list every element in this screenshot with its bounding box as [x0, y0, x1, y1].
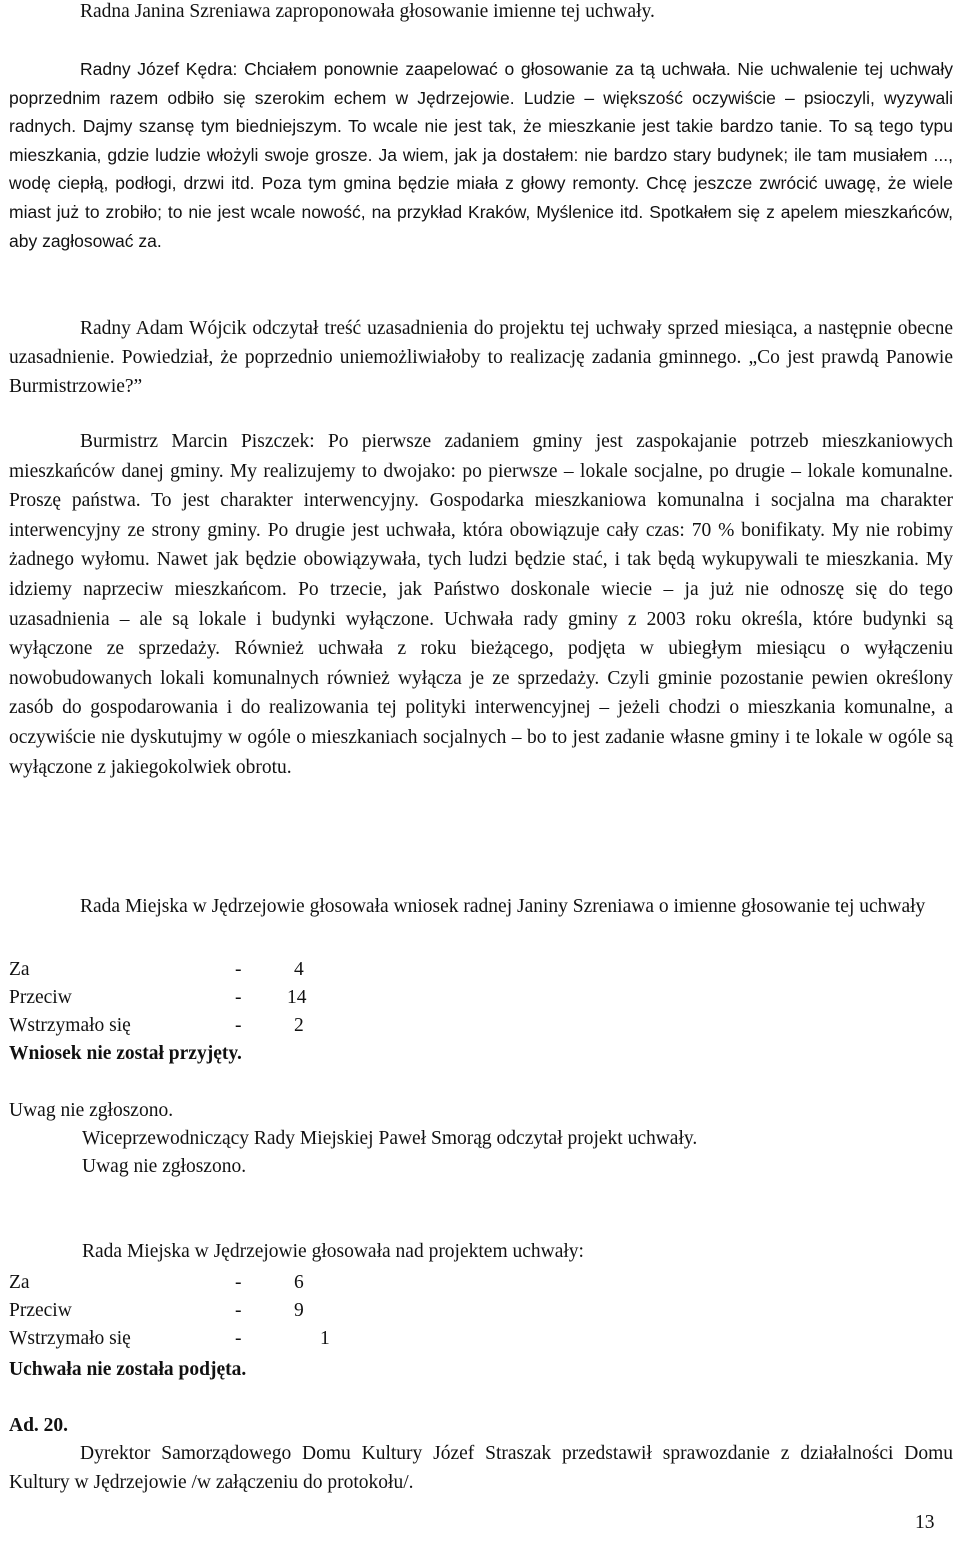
vote1-row-wstrzymalo	[9, 1012, 409, 1040]
vote-count: 9	[294, 1300, 304, 1321]
vote-label: Przeciw	[9, 987, 72, 1008]
vote1-intro: Rada Miejska w Jędrzejowie głosowała wniosek radnej Janiny Szreniawa o imienne głosowanie tej uchwały	[80, 896, 926, 917]
vote2-result: Uchwała nie została podjęta.	[9, 1359, 247, 1380]
vote1-result: Wniosek nie został przyjęty.	[9, 1043, 242, 1064]
vote1-row-za	[9, 956, 409, 984]
vote-label: Wstrzymało się	[9, 1015, 131, 1036]
paragraph-wojcik-statement: Radny Adam Wójcik odczytał treść uzasadnienia do projektu tej uchwały sprzed miesiąca, a następnie obecne uzasadnienie. Powiedział, że poprzednio uniemożliwiałoby to realizację zadania gminnego. „Co jest prawdą Panowie Burmistrzowie?”	[9, 318, 953, 397]
vote2-row-przeciw	[9, 1297, 409, 1325]
vote2-row-wstrzymalo	[9, 1325, 409, 1353]
vote-count: 1	[320, 1328, 330, 1349]
no-remarks-1: Uwag nie zgłoszono.	[9, 1100, 174, 1121]
page-number: 13	[915, 1512, 935, 1533]
paragraph-kedra-statement: Radny Józef Kędra: Chciałem ponownie zaapelować o głosowanie za tą uchwała. Nie uchwalenie tej uchwały poprzednim razem odbiło się szerokim echem w Jędrzejowie. Ludzie – większość oczywiście – psioczyli, wyzywali radnych. Dajmy szansę tym biedniejszym. To wcale nie jest tak, że mieszkanie jest takie bardzo tanie. To są tego typu mieszkania, gdzie ludzie włożyli swoje grosze. Ja wiem, jak ja dostałem: nie bardzo stary budynek; ile tam musiałem ..., wodę ciepłą, podłogi, drzwi itd. Poza tym gmina będzie miała z głowy remonty. Chcę jeszcze zwrócić uwagę, że wiele miast już to zrobiło; to nie jest wcale nowość, na przykład Kraków, Myślenice itd. Spotkałem się z apelem mieszkańców, aby zagłosować za.	[9, 59, 953, 251]
vote2-row-za	[9, 1269, 409, 1297]
vote-count: 2	[294, 1015, 304, 1036]
paragraph-szreniawa-proposal: Radna Janina Szreniawa zaproponowała głosowanie imienne tej uchwały.	[80, 1, 655, 22]
vote-count: 4	[294, 959, 304, 980]
vote-label: Za	[9, 1272, 30, 1293]
vote-label: Wstrzymało się	[9, 1328, 131, 1349]
vote-dash: -	[235, 987, 242, 1008]
vote-dash: -	[235, 959, 242, 980]
no-remarks-2: Uwag nie zgłoszono.	[82, 1156, 247, 1177]
vote-dash: -	[235, 1015, 242, 1036]
paragraph-straszak-report: Dyrektor Samorządowego Domu Kultury Józef Straszak przedstawił sprawozdanie z działalności Domu Kultury w Jędrzejowie /w załączeniu do protokołu/.	[9, 1443, 953, 1493]
vote-label: Przeciw	[9, 1300, 72, 1321]
vote-label: Za	[9, 959, 30, 980]
agenda-item-heading: Ad. 20.	[9, 1415, 69, 1436]
vote-dash: -	[235, 1272, 242, 1293]
vote-dash: -	[235, 1300, 242, 1321]
vote-count: 6	[294, 1272, 304, 1293]
vote-dash: -	[235, 1328, 242, 1349]
wiceprzewodniczacy-reading: Wiceprzewodniczący Rady Miejskiej Paweł Smorąg odczytał projekt uchwały.	[82, 1128, 698, 1149]
paragraph-piszczek-statement: Burmistrz Marcin Piszczek: Po pierwsze zadaniem gminy jest zaspokajanie potrzeb mieszkaniowych mieszkańców danej gminy. My realizujemy to dwojako: po pierwsze – lokale socjalne, po drugie – lokale komunalne. Proszę państwa. To jest charakter interwencyjny. Gospodarka mieszkaniowa komunalna i socjalna ma charakter interwencyjny ze strony gminy. Po drugie jest uchwała, która obowiązuje cały czas: 70 % bonifikaty. My nie robimy żadnego wyłomu. Nawet jak będzie obowiązywała, tych ludzi będzie stać, i tak będą wykupywali te mieszkania. My idziemy naprzeciw mieszkańcom. Po trzecie, jak Państwo doskonale wiecie – ja już nie odnoszę się do tego uzasadnienia – ale są lokale i budynki wyłączone. Uchwała rady gminy z 2003 roku określa, które budynki są wyłączone ze sprzedaży. Również uchwała z roku bieżącego, podjęta w ubiegłym miesiącu o wyłączeniu nowobudowanych lokali komunalnych również wyłącza je ze sprzedaży. Czyli gminie pozostanie pewien określony zasób do gospodarowania i do realizowania tej polityki interwencyjnej – jeżeli chodzi o mieszkania komunalne, a oczywiście nie dyskutujmy w ogóle o mieszkaniach socjalnych – bo to jest zadanie własne gminy i te lokale w ogóle są wyłączone z jakiegokolwiek obrotu.	[9, 431, 953, 778]
vote2-intro: Rada Miejska w Jędrzejowie głosowała nad projektem uchwały:	[82, 1241, 584, 1262]
vote-count: 14	[287, 987, 307, 1008]
vote1-row-przeciw	[9, 984, 409, 1012]
